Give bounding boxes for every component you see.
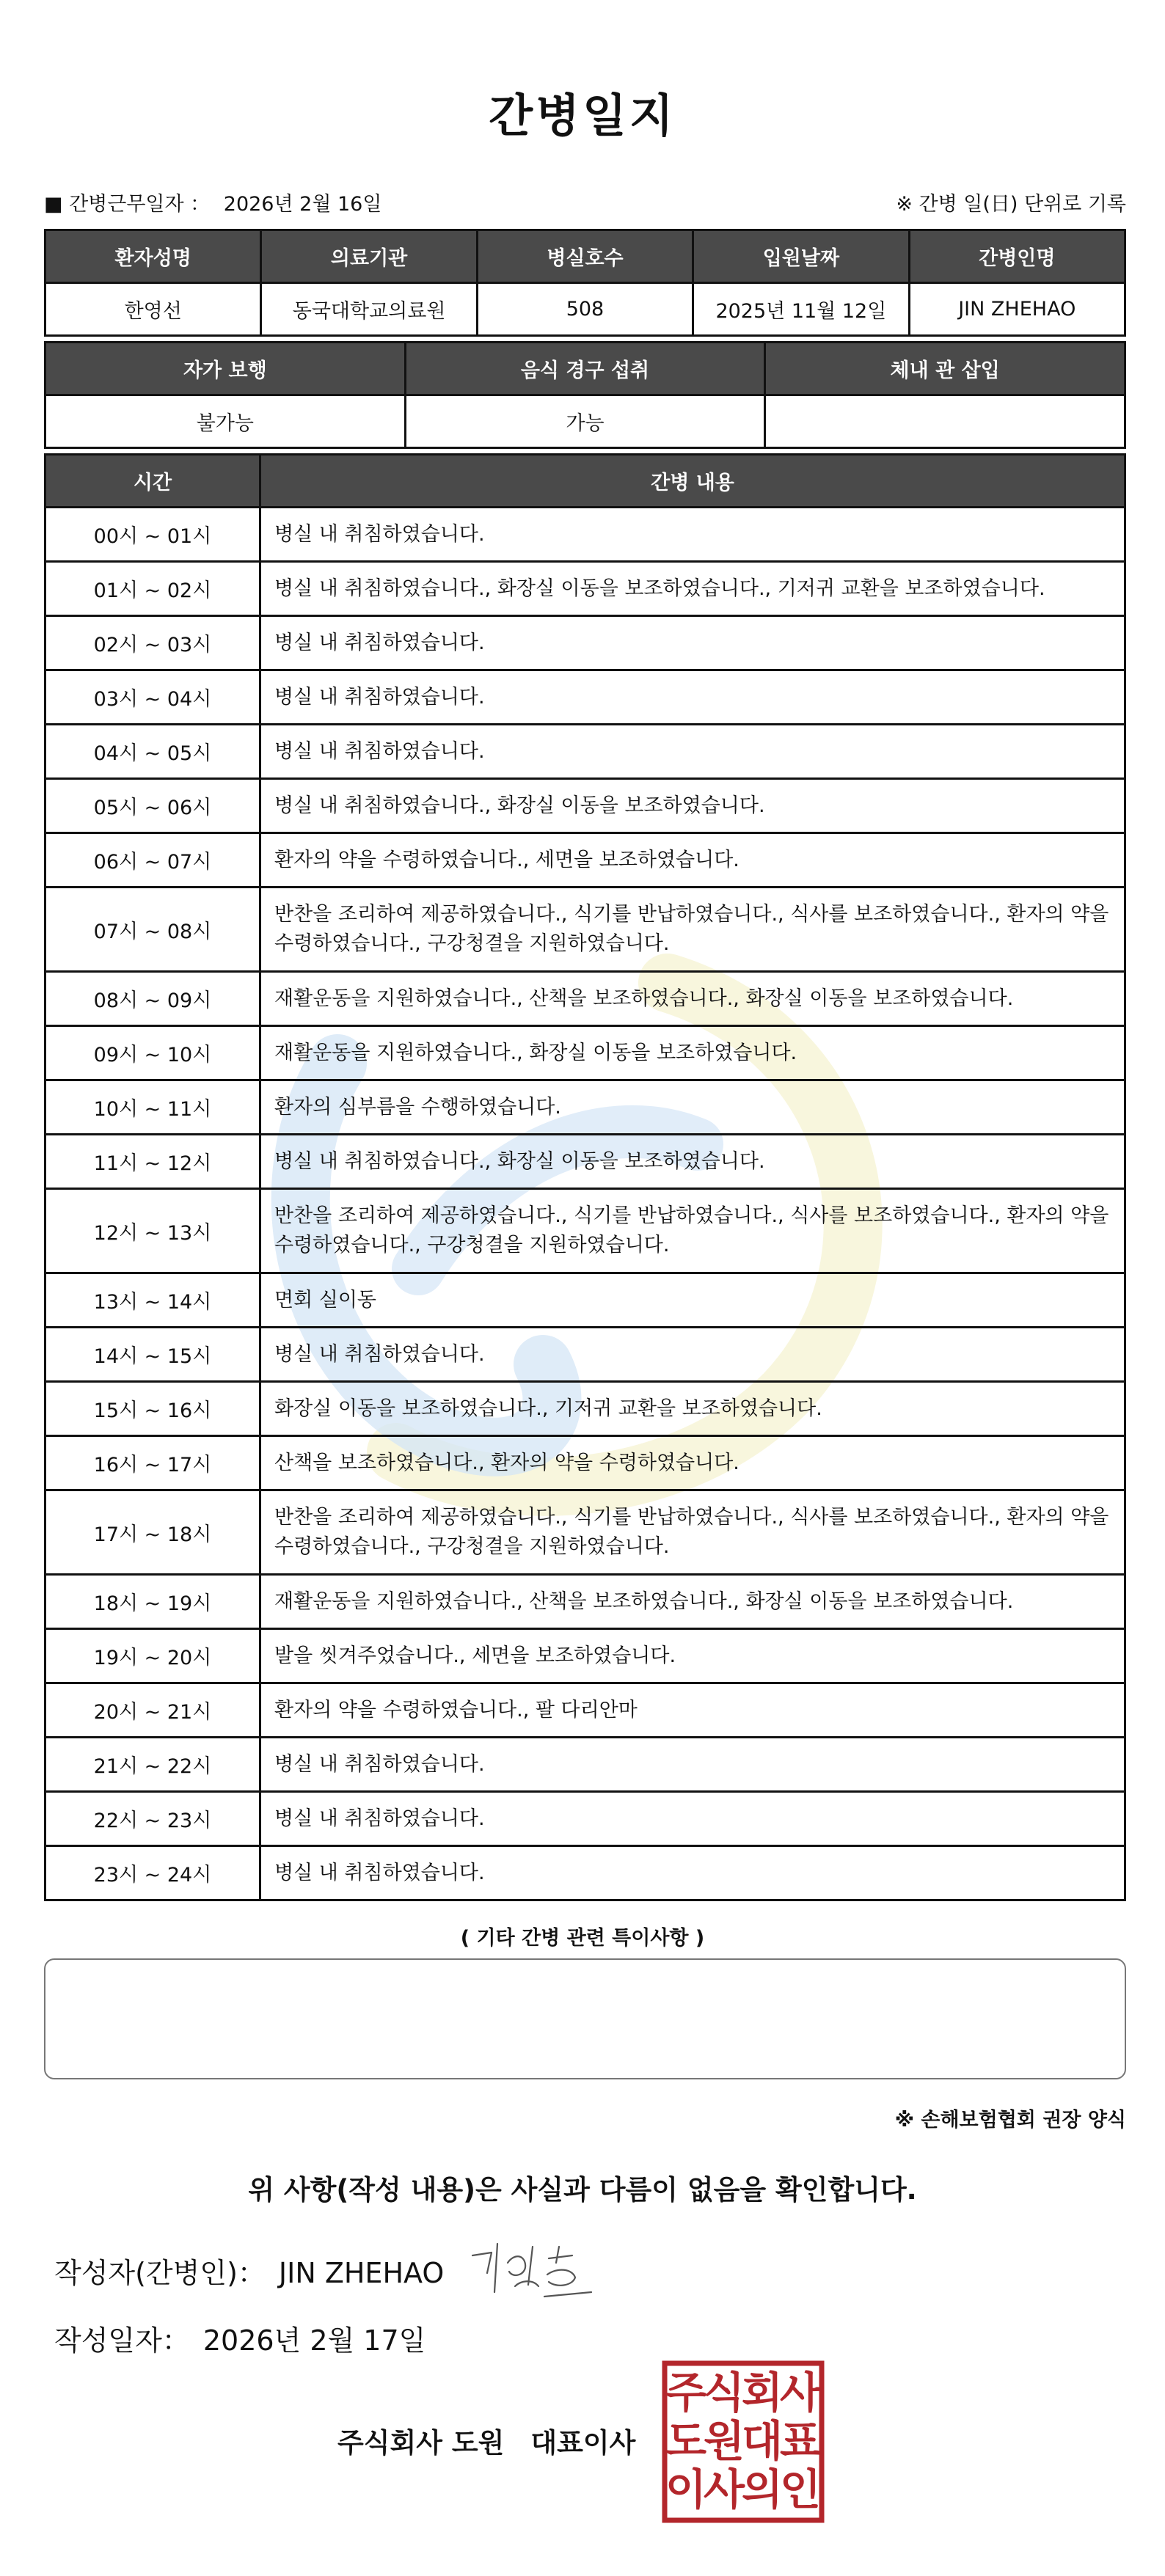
- log-content: 병실 내 취침하였습니다.: [260, 508, 1125, 562]
- oral-intake-value: 가능: [405, 395, 765, 448]
- table-row: [45, 1575, 1125, 1629]
- log-content: 면회 실이동: [260, 1273, 1125, 1328]
- seal-character: 도: [665, 2416, 707, 2466]
- written-label: 작성일자：: [54, 2324, 190, 2357]
- seal-character: 회: [741, 2368, 784, 2418]
- patient-status-table: [44, 341, 1126, 449]
- log-content: 재활운동을 지원하였습니다., 산책을 보조하였습니다., 화장실 이동을 보조하였습니다.: [260, 972, 1125, 1026]
- table-row: [45, 972, 1125, 1026]
- table-row: [45, 1629, 1125, 1683]
- log-content: 반찬을 조리하여 제공하였습니다., 식기를 반납하였습니다., 식사를 보조하였습니다., 환자의 약을 수령하였습니다., 구강청결을 지원하였습니다.: [260, 1189, 1125, 1273]
- table-row: [45, 1135, 1125, 1189]
- company-role: 대표이사: [530, 2427, 636, 2459]
- table-row: [45, 1080, 1125, 1135]
- work-date-label: ■ 간병근무일자 ：: [44, 193, 211, 216]
- daily-note: ※ 간병 일(日) 단위로 기록: [896, 193, 1126, 216]
- header-care-content: 간병 내용: [260, 455, 1125, 508]
- header-self-walking: 자가 보행: [45, 343, 406, 395]
- header-tube-insertion: 체내 관 삽입: [765, 343, 1125, 395]
- table-row: [45, 1683, 1125, 1738]
- seal-character: 의: [741, 2465, 784, 2514]
- care-log-table: [44, 453, 1126, 1901]
- written-date: 2026년 2월 17일: [202, 2324, 426, 2357]
- table-row: [45, 283, 1125, 336]
- log-content: 재활운동을 지원하였습니다., 산책을 보조하였습니다., 화장실 이동을 보조하였습니다.: [260, 1575, 1125, 1629]
- seal-character: 사: [703, 2465, 745, 2514]
- seal-character: 식: [703, 2368, 745, 2418]
- log-time: 19시 ~ 20시: [45, 1629, 260, 1683]
- log-content: 반찬을 조리하여 제공하였습니다., 식기를 반납하였습니다., 식사를 보조하였습니다., 환자의 약을 수령하였습니다., 구강청결을 지원하였습니다.: [260, 1490, 1125, 1575]
- hospital: 동국대학교의료원: [261, 283, 477, 336]
- header-hospital: 의료기관: [261, 230, 477, 283]
- patient-info-table: [44, 229, 1126, 337]
- table-header-row: [45, 230, 1125, 283]
- patient-name: 한영선: [45, 283, 261, 336]
- log-content: 병실 내 취침하였습니다.: [260, 725, 1125, 779]
- table-row: [45, 395, 1125, 448]
- log-time: 08시 ~ 09시: [45, 972, 260, 1026]
- handwritten-signature: [462, 2226, 609, 2307]
- log-time: 14시 ~ 15시: [45, 1328, 260, 1382]
- log-content: 발을 씻겨주었습니다., 세면을 보조하였습니다.: [260, 1629, 1125, 1683]
- log-time: 06시 ~ 07시: [45, 833, 260, 888]
- seal-character: 인: [779, 2465, 822, 2514]
- care-log-body: [45, 508, 1125, 1900]
- table-row: [45, 888, 1125, 972]
- self-walking-value: 불가능: [45, 395, 406, 448]
- table-row: [45, 1328, 1125, 1382]
- log-time: 23시 ~ 24시: [45, 1846, 260, 1900]
- company-line: [337, 2421, 635, 2460]
- log-content: 반찬을 조리하여 제공하였습니다., 식기를 반납하였습니다., 식사를 보조하였습니다., 환자의 약을 수령하였습니다., 구강청결을 지원하였습니다.: [260, 888, 1125, 972]
- log-time: 01시 ~ 02시: [45, 562, 260, 616]
- work-date-value: 2026년 2월 16일: [223, 193, 382, 216]
- header-room: 병실호수: [477, 230, 693, 283]
- log-content: 병실 내 취침하였습니다.: [260, 1738, 1125, 1792]
- table-row: [45, 562, 1125, 616]
- log-content: 환자의 약을 수령하였습니다., 팔 다리안마: [260, 1683, 1125, 1738]
- admission-date: 2025년 11월 12일: [693, 283, 909, 336]
- caregiver-name: JIN ZHEHAO: [909, 283, 1125, 336]
- log-time: 11시 ~ 12시: [45, 1135, 260, 1189]
- seal-character: 표: [779, 2416, 822, 2466]
- table-row: [45, 508, 1125, 562]
- header-oral-intake: 음식 경구 섭취: [405, 343, 765, 395]
- special-notes-box: [44, 1958, 1126, 2079]
- company-seal: [662, 2360, 825, 2523]
- log-content: 병실 내 취침하였습니다.: [260, 1846, 1125, 1900]
- table-row: [45, 1382, 1125, 1436]
- log-time: 17시 ~ 18시: [45, 1490, 260, 1575]
- table-row: [45, 670, 1125, 725]
- table-row: [45, 1273, 1125, 1328]
- log-content: 병실 내 취침하였습니다., 화장실 이동을 보조하였습니다., 기저귀 교환을 보조하였습니다.: [260, 562, 1125, 616]
- table-row: [45, 1189, 1125, 1273]
- log-time: 20시 ~ 21시: [45, 1683, 260, 1738]
- tube-insertion-value: [765, 395, 1125, 448]
- meta-row: [44, 188, 1126, 217]
- log-time: 15시 ~ 16시: [45, 1382, 260, 1436]
- author-name: JIN ZHEHAO: [278, 2257, 445, 2289]
- log-content: 병실 내 취침하였습니다., 화장실 이동을 보조하였습니다.: [260, 1135, 1125, 1189]
- table-row: [45, 1846, 1125, 1900]
- log-content: 재활운동을 지원하였습니다., 화장실 이동을 보조하였습니다.: [260, 1026, 1125, 1080]
- page-title: 간병일지: [489, 89, 676, 142]
- company-name: 주식회사 도원: [337, 2427, 505, 2459]
- recommendation-note: ※ 손해보험협회 권장 양식: [894, 2109, 1126, 2132]
- header-patient-name: 환자성명: [45, 230, 261, 283]
- seal-character: 대: [741, 2416, 784, 2466]
- header-time: 시간: [45, 455, 260, 508]
- log-time: 22시 ~ 23시: [45, 1792, 260, 1846]
- log-time: 10시 ~ 11시: [45, 1080, 260, 1135]
- log-time: 13시 ~ 14시: [45, 1273, 260, 1328]
- log-content: 환자의 심부름을 수행하였습니다.: [260, 1080, 1125, 1135]
- special-notes-title: ( 기타 간병 관련 특이사항 ): [460, 1927, 705, 1950]
- log-time: 21시 ~ 22시: [45, 1738, 260, 1792]
- log-time: 04시 ~ 05시: [45, 725, 260, 779]
- author-line: [54, 2250, 444, 2291]
- table-row: [45, 1792, 1125, 1846]
- log-time: 05시 ~ 06시: [45, 779, 260, 833]
- work-date: [44, 188, 381, 216]
- log-content: 병실 내 취침하였습니다.: [260, 616, 1125, 670]
- seal-character: 주: [665, 2368, 707, 2418]
- log-content: 병실 내 취침하였습니다.: [260, 670, 1125, 725]
- log-time: 03시 ~ 04시: [45, 670, 260, 725]
- table-row: [45, 1026, 1125, 1080]
- room-number: 508: [477, 283, 693, 336]
- seal-character: 사: [779, 2368, 822, 2418]
- seal-character: 원: [703, 2416, 745, 2466]
- confirmation-statement: 위 사항(작성 내용)은 사실과 다름이 없음을 확인합니다.: [248, 2174, 917, 2206]
- log-time: 18시 ~ 19시: [45, 1575, 260, 1629]
- table-row: [45, 779, 1125, 833]
- log-time: 02시 ~ 03시: [45, 616, 260, 670]
- log-time: 09시 ~ 10시: [45, 1026, 260, 1080]
- log-content: 산책을 보조하였습니다., 환자의 약을 수령하였습니다.: [260, 1436, 1125, 1490]
- log-content: 환자의 약을 수령하였습니다., 세면을 보조하였습니다.: [260, 833, 1125, 888]
- author-label: 작성자(간병인)：: [54, 2257, 266, 2289]
- log-content: 병실 내 취침하였습니다.: [260, 1792, 1125, 1846]
- table-row: [45, 1490, 1125, 1575]
- header-caregiver-name: 간병인명: [909, 230, 1125, 283]
- log-time: 07시 ~ 08시: [45, 888, 260, 972]
- table-header-row: [45, 455, 1125, 508]
- log-time: 16시 ~ 17시: [45, 1436, 260, 1490]
- table-row: [45, 616, 1125, 670]
- table-row: [45, 1738, 1125, 1792]
- table-row: [45, 833, 1125, 888]
- table-header-row: [45, 343, 1125, 395]
- log-time: 00시 ~ 01시: [45, 508, 260, 562]
- table-row: [45, 1436, 1125, 1490]
- log-time: 12시 ~ 13시: [45, 1189, 260, 1273]
- header-admission-date: 입원날짜: [693, 230, 909, 283]
- table-row: [45, 725, 1125, 779]
- seal-character: 이: [665, 2465, 707, 2514]
- log-content: 병실 내 취침하였습니다., 화장실 이동을 보조하였습니다.: [260, 779, 1125, 833]
- log-content: 화장실 이동을 보조하였습니다., 기저귀 교환을 보조하였습니다.: [260, 1382, 1125, 1436]
- written-date-line: [54, 2318, 426, 2358]
- log-content: 병실 내 취침하였습니다.: [260, 1328, 1125, 1382]
